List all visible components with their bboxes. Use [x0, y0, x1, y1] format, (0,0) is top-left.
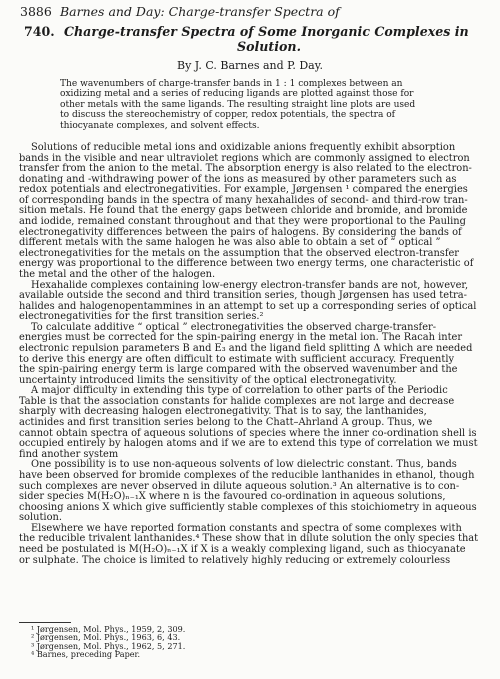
body-line: sharply with decreasing halogen electronegativity. That is to say, the lanthanides,	[19, 406, 427, 418]
body-line: halides and halogenopentammines in an attempt to set up a corresponding series of optical	[19, 300, 477, 312]
running-header	[20, 4, 485, 20]
body-line: actinides and first transition series belong to the Chatt–Ahrland A group. Thus, we	[19, 417, 433, 429]
body-line: energy was proportional to the difference between two energy terms, one characteristic of	[19, 258, 474, 270]
article-title	[24, 24, 474, 54]
body-line: electronegativities for the first transition series.²	[19, 311, 264, 323]
footnote-reference: ⁴ Barnes, preceding Paper.	[31, 648, 141, 659]
body-line: transfer from the anion to the metal. The absorption energy is also related to the electron-	[19, 163, 472, 175]
page-number: 3886	[20, 4, 52, 19]
body-line: To calculate additive “ optical ” electronegativities the observed charge-transfer-	[31, 321, 437, 333]
abstract-line: other metals with the same ligands. The resulting straight line plots are used	[60, 99, 416, 110]
footnote-reference: ³ Jørgensen, Mol. Phys., 1962, 5, 271.	[31, 640, 186, 651]
body-line: different metals with the same halogen he was also able to obtain a set of “ optical ”	[19, 237, 441, 249]
article-authors: By J. C. Barnes and P. Day.	[177, 59, 323, 72]
abstract-line: thiocyanate complexes, and solvent effects.	[60, 120, 260, 131]
body-line: find another system	[19, 448, 119, 460]
body-line: sition metals. He found that the energy gaps between chloride and bromide, and bromide	[19, 205, 468, 217]
body-line: the reducible trivalent lanthanides.⁴ These show that in dilute solution the only species that	[19, 533, 479, 545]
body-line: Elsewhere we have reported formation constants and spectra of some complexes with	[31, 522, 462, 534]
body-line: have been observed for bromide complexes of the reducible lanthanides in ethanol, though	[19, 469, 475, 481]
footnote-rule	[19, 622, 71, 623]
body-line: donating and -withdrawing power of the ions as measured by other parameters such as	[19, 173, 457, 185]
body-line: need be postulated is M(H₂O)ₙ₋₁X if X is a weakly complexing ligand, such as thiocyanate	[19, 543, 466, 555]
body-line: to derive this energy are often difficult to estimate with sufficient accuracy. Frequently	[19, 353, 455, 365]
body-line: and iodide, remained constant throughout and that they were proportional to the Pauling	[19, 216, 466, 228]
body-line: solution.	[19, 512, 62, 524]
body-line: available outside the second and third transition series, though Jørgensen has used tetra-	[19, 290, 467, 302]
body-line: cannot obtain spectra of aqueous solutions of species where the inner co-ordination shell is	[19, 427, 477, 439]
abstract-line: The wavenumbers of charge-transfer bands in 1 : 1 complexes between an	[60, 79, 403, 89]
body-line: electronic repulsion parameters B and E₃ and the ligand field splitting Δ which are needed	[19, 342, 473, 354]
body-line: of corresponding bands in the spectra of many hexahalides of second- and third-row tran-	[19, 194, 468, 206]
body-line: Hexahalide complexes containing low-energy electron-transfer bands are not, however,	[31, 279, 469, 291]
body-line: such complexes are never observed in dilute aqueous solution.³ An alternative is to con-	[19, 480, 460, 492]
body-line: energies must be corrected for the spin-pairing energy in the metal ion. The Racah inter	[19, 332, 463, 344]
body-line: Solutions of reducible metal ions and oxidizable anions frequently exhibit absorption	[31, 142, 456, 153]
body-text	[19, 143, 482, 566]
abstract-line: to discuss the stereochemistry of copper, redox potentials, the spectra of	[60, 110, 396, 121]
body-line: electronegativity differences between the pairs of halogens. By considering the bands of	[19, 226, 462, 238]
body-line: or sulphate. The choice is limited to relatively highly reducing or extremely colourless	[19, 554, 451, 566]
body-line: sider species M(H₂O)ₙ₋₁X where n is the favoured co-ordination in aqueous solutions,	[19, 491, 446, 503]
body-line: choosing anions X which give sufficiently stable complexes of this stoichiometry in aqueous	[19, 501, 477, 513]
body-line: electronegativities for the metals on the assumption that the observed electron-transfer	[19, 247, 460, 259]
body-line: the metal and the other of the halogen.	[19, 268, 216, 280]
footnote-reference: ¹ Jørgensen, Mol. Phys., 1959, 2, 309.	[31, 624, 186, 634]
body-line: occupied entirely by halogen atoms and if we are to extend this type of correlation we must	[19, 438, 478, 450]
body-line: Table is that the association constants for halide complexes are not large and decrease	[19, 395, 455, 407]
footnote-reference: ² Jørgensen, Mol. Phys., 1963, 6, 43.	[31, 632, 181, 643]
article-number: 740.	[24, 24, 55, 39]
body-line: uncertainty introduced limits the sensitivity of the optical electronegativity.	[19, 374, 397, 386]
abstract-line: oxidizing metal and a series of reducing ligands are plotted against those for	[60, 89, 414, 100]
footnotes	[31, 625, 185, 658]
running-title: Barnes and Day: Charge-transfer Spectra of	[60, 4, 340, 19]
body-line: One possibility is to use non-aqueous solvents of low dielectric constant. Thus, bands	[31, 459, 457, 471]
article-title-line-1: Charge-transfer Spectra of Some Inorganic Complexes in	[64, 24, 469, 39]
body-line: redox potentials and electronegativities. For example, Jørgensen ¹ compared the energies	[19, 184, 468, 196]
abstract	[60, 79, 464, 131]
article-title-line-2: Solution.	[237, 39, 301, 54]
body-line: A major difficulty in extending this type of correlation to other parts of the Periodic	[31, 385, 448, 397]
body-line: the spin-pairing energy term is large compared with the observed wavenumber and the	[19, 364, 458, 376]
body-line: bands in the visible and near ultraviolet regions which are commonly assigned to electron	[19, 152, 470, 164]
